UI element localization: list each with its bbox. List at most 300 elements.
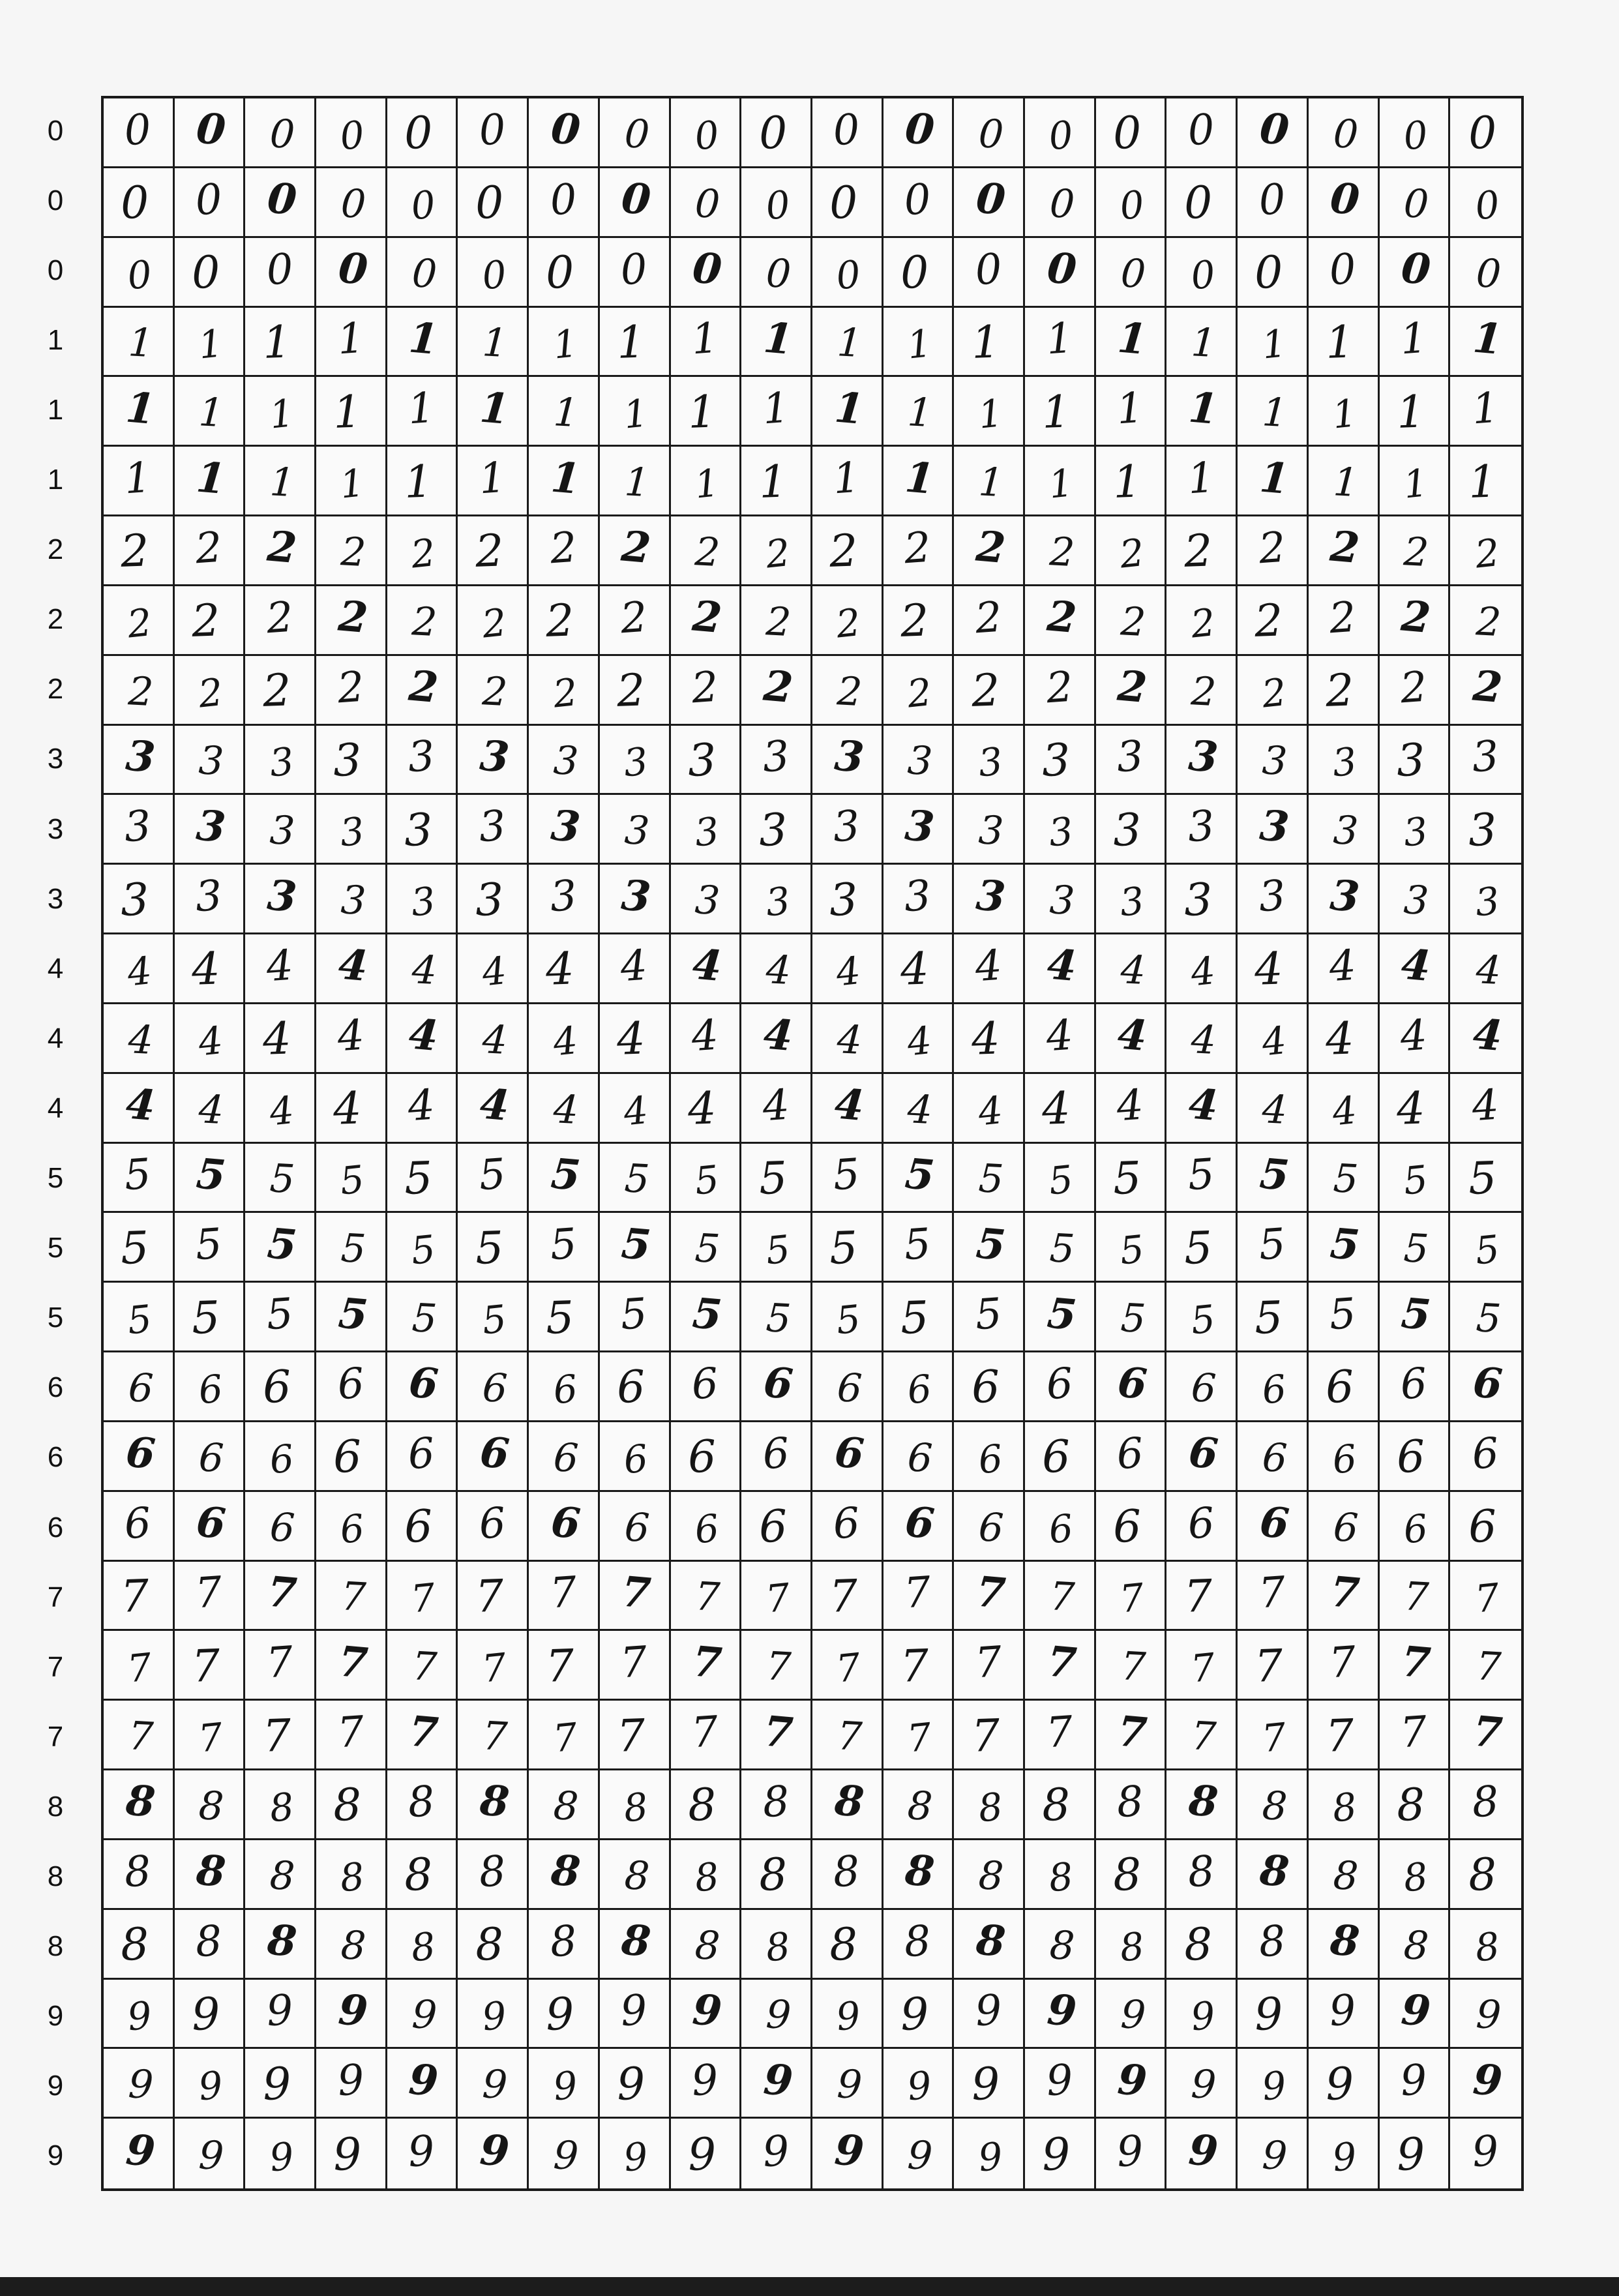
digit-cell [245,1910,316,1980]
digit-cell [812,1004,884,1074]
handwritten-digit: 4 [550,1017,580,1065]
digit-cell [1380,1074,1451,1144]
handwritten-digit: 0 [336,243,370,295]
digit-cell [1309,1980,1380,2050]
digit-cell [1238,1144,1309,1214]
digit-cell [1309,1144,1380,1214]
digit-cell [1450,1770,1521,1840]
handwritten-digit: 8 [338,1853,367,1901]
digit-cell [671,1840,742,1910]
handwritten-digit: 5 [974,1219,1008,1270]
row-label: 7 [47,1720,64,1753]
handwritten-digit: 8 [477,1847,508,1898]
digit-cell [600,2049,671,2119]
digit-cell [458,1492,529,1562]
digit-cell [245,656,316,726]
handwritten-digit: 4 [905,1017,934,1065]
digit-cell [104,1980,175,2050]
digit-cell [884,238,955,308]
handwritten-digit: 1 [194,453,228,504]
handwritten-digit: 9 [973,1986,1003,2036]
handwritten-digit: 9 [691,1985,724,2036]
digit-cell [316,377,387,447]
handwritten-digit: 7 [335,1707,366,1758]
digit-cell [529,2049,600,2119]
digit-cell [529,168,600,238]
handwritten-digit: 9 [123,2125,157,2177]
handwritten-digit: 0 [694,180,722,228]
digit-cell [1309,1701,1380,1770]
handwritten-digit: 7 [119,1570,150,1623]
digit-cell [175,1213,246,1283]
handwritten-digit: 9 [267,2133,296,2181]
handwritten-digit: 1 [1044,314,1075,365]
digit-cell [387,1840,458,1910]
digit-cell [1309,1004,1380,1074]
handwritten-digit: 3 [333,734,363,787]
handwritten-digit: 1 [1190,320,1218,367]
digit-cell [1450,447,1521,516]
row-label: 6 [47,1441,64,1474]
handwritten-digit: 8 [265,1915,299,1967]
digit-cell [954,1840,1025,1910]
handwritten-digit: 7 [481,1713,509,1761]
handwritten-digit: 3 [1048,877,1076,925]
digit-cell [1380,447,1451,516]
digit-cell [458,1352,529,1422]
digit-cell [529,1701,600,1770]
digit-cell [316,1631,387,1701]
digit-cell [600,516,671,586]
digit-cell [104,308,175,378]
handwritten-digit: 4 [1330,1087,1359,1135]
handwritten-digit: 6 [1470,1429,1501,1480]
handwritten-digit: 3 [1118,878,1147,925]
handwritten-digit: 6 [621,1435,651,1483]
handwritten-digit: 0 [691,243,724,295]
digit-cell [387,586,458,656]
handwritten-digit: 9 [478,2125,512,2177]
handwritten-digit: 9 [261,2058,292,2111]
handwritten-digit: 7 [835,1713,863,1761]
handwritten-digit: 8 [339,1922,367,1969]
digit-cell [1166,238,1238,308]
digit-cell [1096,1980,1167,2050]
handwritten-digit: 4 [616,1013,646,1066]
digit-cell [387,1283,458,1352]
handwritten-digit: 8 [763,1923,792,1971]
handwritten-digit: 4 [973,941,1003,992]
handwritten-digit: 1 [123,383,157,434]
digit-cell [245,447,316,516]
digit-cell [245,1980,316,2050]
handwritten-digit: 0 [545,246,576,299]
handwritten-digit: 2 [690,663,720,713]
digit-cell [458,795,529,865]
row-label: 5 [47,1232,64,1264]
digit-cell [458,1980,529,2050]
digit-cell [1238,168,1309,238]
digit-cell [1238,726,1309,796]
digit-cell [1309,1213,1380,1283]
digit-cell [316,1283,387,1352]
handwritten-digit: 9 [550,2063,580,2110]
handwritten-digit: 9 [621,2133,651,2181]
handwritten-digit: 1 [977,459,1005,507]
digit-cell [175,656,246,726]
handwritten-digit: 5 [1118,1227,1147,1274]
handwritten-digit: 9 [410,1991,438,2039]
handwritten-digit: 1 [903,453,937,504]
handwritten-digit: 4 [1471,1009,1505,1062]
handwritten-digit: 5 [410,1295,438,1343]
handwritten-digit: 6 [687,1431,717,1484]
digit-cell [812,1631,884,1701]
digit-cell [671,1631,742,1701]
digit-cell [1096,1213,1167,1283]
digit-cell [529,2119,600,2188]
digit-cell [387,1352,458,1422]
handwritten-digit: 4 [1254,943,1285,996]
digit-cell [1096,1422,1167,1492]
digit-cell [1450,1840,1521,1910]
digit-cell [812,1283,884,1352]
digit-cell [1096,1074,1167,1144]
digit-cell [1380,586,1451,656]
handwritten-digit: 2 [1473,529,1502,577]
handwritten-digit: 1 [1047,460,1076,507]
digit-cell [884,1352,955,1422]
digit-cell [104,516,175,586]
handwritten-digit: 6 [758,1500,788,1553]
row-label: 6 [47,1371,64,1404]
digit-cell [954,1422,1025,1492]
handwritten-digit: 2 [1471,661,1505,713]
handwritten-digit: 9 [1119,1991,1147,2039]
handwritten-digit: 4 [1399,1011,1429,1062]
digit-cell [1238,447,1309,516]
handwritten-digit: 8 [1183,1918,1213,1971]
handwritten-digit: 8 [1048,1922,1076,1969]
digit-cell [741,865,812,934]
handwritten-digit: 0 [119,177,150,230]
handwritten-digit: 0 [899,246,930,299]
digit-cell [671,377,742,447]
handwritten-digit: 4 [832,1079,866,1131]
handwritten-digit: 6 [478,1427,512,1480]
handwritten-digit: 8 [119,1918,150,1971]
digit-cell [600,865,671,934]
handwritten-digit: 7 [339,1573,367,1621]
digit-cell [458,1004,529,1074]
digit-cell [529,1004,600,1074]
handwritten-digit: 4 [545,943,576,996]
handwritten-digit: 3 [1047,809,1076,856]
handwritten-digit: 6 [403,1500,434,1553]
handwritten-digit: 3 [1470,732,1501,783]
digit-cell [529,1840,600,1910]
handwritten-digit: 3 [763,878,792,925]
digit-cell [671,656,742,726]
digit-cell [1025,656,1096,726]
handwritten-digit: 6 [835,1365,863,1412]
handwritten-digit: 7 [196,1714,225,1761]
handwritten-digit: 3 [1331,807,1359,855]
digit-cell [458,308,529,378]
handwritten-digit: 6 [1115,1429,1146,1480]
handwritten-digit: 0 [265,245,295,295]
handwritten-digit: 6 [832,1427,866,1480]
handwritten-digit: 6 [975,1435,1005,1483]
digit-cell [1096,586,1167,656]
digit-cell [1380,516,1451,586]
digit-cell [1380,1910,1451,1980]
handwritten-digit: 0 [765,250,792,297]
digit-cell [175,795,246,865]
digit-cell [1096,1631,1167,1701]
handwritten-digit: 6 [761,1429,791,1480]
handwritten-digit: 2 [1324,664,1355,717]
digit-cell [954,516,1025,586]
digit-cell [1238,377,1309,447]
handwritten-digit: 3 [1401,809,1430,856]
digit-cell [1025,1770,1096,1840]
digit-cell [104,1004,175,1074]
handwritten-digit: 4 [552,1086,580,1133]
handwritten-digit: 2 [694,529,722,576]
digit-cell [1096,865,1167,934]
digit-cell [671,516,742,586]
handwritten-digit: 6 [1331,1504,1359,1551]
handwritten-digit: 9 [198,2132,226,2179]
handwritten-digit: 9 [835,2061,863,2109]
digit-cell [1380,1004,1451,1074]
digit-cell [671,795,742,865]
handwritten-digit: 1 [687,386,717,439]
handwritten-digit: 6 [550,1365,580,1413]
handwritten-digit: 0 [623,111,651,158]
digit-cell [387,516,458,586]
handwritten-digit: 5 [765,1295,792,1343]
digit-cell [671,447,742,516]
handwritten-digit: 6 [831,1498,862,1549]
digit-cell [175,377,246,447]
digit-cell [1309,934,1380,1004]
handwritten-digit: 3 [1395,734,1426,787]
digit-cell [884,377,955,447]
digit-cell [1166,1840,1238,1910]
handwritten-digit: 5 [1188,1296,1217,1343]
handwritten-digit: 3 [1473,878,1502,925]
handwritten-digit: 1 [970,316,1001,369]
digit-cell [1238,238,1309,308]
handwritten-digit: 9 [1328,1986,1358,2036]
handwritten-digit: 9 [905,2063,934,2110]
digit-cell [458,1144,529,1214]
digit-cell [104,1631,175,1701]
digit-cell [104,586,175,656]
handwritten-digit: 1 [478,383,512,434]
handwritten-digit: 7 [474,1570,505,1623]
digit-cell [1025,1840,1096,1910]
handwritten-digit: 2 [762,661,795,713]
digit-cell [1380,934,1451,1004]
handwritten-digit: 9 [761,2126,791,2177]
digit-cell [884,795,955,865]
digit-cell [245,98,316,168]
digit-cell [245,1562,316,1632]
digit-cell [529,1631,600,1701]
digit-cell [1238,1283,1309,1352]
digit-cell [884,1631,955,1701]
handwritten-digit: 8 [758,1849,788,1902]
handwritten-digit: 2 [407,661,441,713]
digit-cell [1025,1562,1096,1632]
row-label: 2 [47,603,64,636]
digit-cell [387,308,458,378]
handwritten-digit: 5 [1474,1295,1502,1343]
handwritten-digit: 1 [126,320,155,367]
handwritten-digit: 6 [481,1365,509,1412]
handwritten-digit: 0 [1467,107,1498,160]
handwritten-digit: 9 [975,2133,1005,2181]
handwritten-digit: 8 [692,1853,721,1901]
digit-cell [458,168,529,238]
row-label: 9 [47,2070,64,2102]
handwritten-digit: 7 [1119,1643,1147,1691]
digit-cell [671,308,742,378]
digit-cell [245,308,316,378]
handwritten-digit: 5 [265,1289,295,1340]
handwritten-digit: 1 [1116,313,1150,365]
digit-cell [1309,726,1380,796]
digit-cell [741,1770,812,1840]
handwritten-digit: 7 [1324,1710,1355,1763]
digit-cell [1380,98,1451,168]
digit-cell [175,308,246,378]
handwritten-digit: 8 [687,1779,717,1832]
handwritten-digit: 7 [1190,1713,1218,1761]
handwritten-digit: 8 [903,1845,937,1898]
digit-cell [741,1701,812,1770]
handwritten-digit: 2 [765,598,792,646]
handwritten-digit: 4 [335,1011,366,1062]
handwritten-digit: 5 [403,1152,434,1205]
digit-cell [1025,1352,1096,1422]
row-label: 6 [47,1511,64,1543]
digit-cell [1096,238,1167,308]
digit-cell [387,1701,458,1770]
digit-cell [458,865,529,934]
digit-cell [1096,1910,1167,1980]
handwritten-digit: 9 [690,2055,720,2106]
digit-cell [1096,447,1167,516]
handwritten-digit: 2 [409,529,438,577]
handwritten-digit: 6 [1330,1435,1359,1483]
digit-cell [316,1213,387,1283]
digit-cell [1166,795,1238,865]
handwritten-digit: 1 [905,321,934,368]
handwritten-digit: 8 [1118,1923,1147,1971]
handwritten-digit: 8 [194,1845,228,1898]
digit-cell [884,1980,955,2050]
handwritten-digit: 8 [1257,1845,1291,1898]
digit-cell [671,1352,742,1422]
digit-cell [1309,516,1380,586]
handwritten-digit: 3 [123,731,157,783]
handwritten-digit: 2 [1045,591,1078,644]
digit-cell [387,1492,458,1562]
handwritten-digit: 5 [694,1225,722,1273]
digit-cell [104,1283,175,1352]
digit-cell [316,1770,387,1840]
handwritten-digit: 8 [267,1783,296,1831]
handwritten-digit: 3 [123,801,153,852]
digit-cell [1238,2049,1309,2119]
handwritten-digit: 3 [548,801,582,852]
handwritten-digit: 4 [1395,1082,1426,1135]
handwritten-digit: 5 [479,1296,509,1343]
digit-cell [316,1980,387,2050]
handwritten-digit: 3 [474,874,505,927]
handwritten-digit: 2 [973,593,1003,644]
digit-cell [175,1701,246,1770]
digit-cell [884,168,955,238]
digit-cell [600,1492,671,1562]
digit-cell [175,1422,246,1492]
handwritten-digit: 1 [1401,460,1430,507]
digit-cell [884,1144,955,1214]
handwritten-digit: 5 [265,1219,299,1270]
handwritten-digit: 3 [1256,871,1287,922]
digit-cell [458,2049,529,2119]
row-label: 8 [47,1930,64,1963]
digit-cell [671,934,742,1004]
digit-cell [529,656,600,726]
digit-cell [1450,2119,1521,2188]
handwritten-digit: 5 [1048,1225,1076,1273]
handwritten-digit: 9 [1044,2055,1075,2106]
handwritten-digit: 9 [1041,2128,1072,2181]
handwritten-digit: 2 [194,523,224,574]
handwritten-digit: 3 [1260,738,1288,785]
handwritten-digit: 7 [479,1645,509,1692]
handwritten-digit: 2 [474,525,505,578]
handwritten-digit: 6 [1044,1359,1075,1410]
handwritten-digit: 1 [552,389,580,437]
handwritten-digit: 6 [1399,1359,1429,1410]
handwritten-digit: 6 [1324,1361,1355,1414]
digit-cell [600,1144,671,1214]
handwritten-digit: 4 [1116,1009,1150,1062]
digit-cell [1380,656,1451,726]
digit-cell [600,1840,671,1910]
handwritten-digit: 3 [1183,874,1213,927]
handwritten-digit: 4 [1259,1017,1288,1065]
handwritten-digit: 2 [335,663,366,713]
handwritten-digit: 3 [1330,739,1359,786]
digit-cell [954,795,1025,865]
handwritten-digit: 2 [1188,599,1217,647]
handwritten-digit: 9 [1190,2061,1218,2109]
digit-cell [1096,98,1167,168]
handwritten-digit: 2 [550,669,580,717]
handwritten-digit: 1 [407,313,441,365]
digit-cell [741,726,812,796]
digit-cell [1238,586,1309,656]
handwritten-digit: 9 [1399,2055,1429,2106]
digit-cell [1238,308,1309,378]
